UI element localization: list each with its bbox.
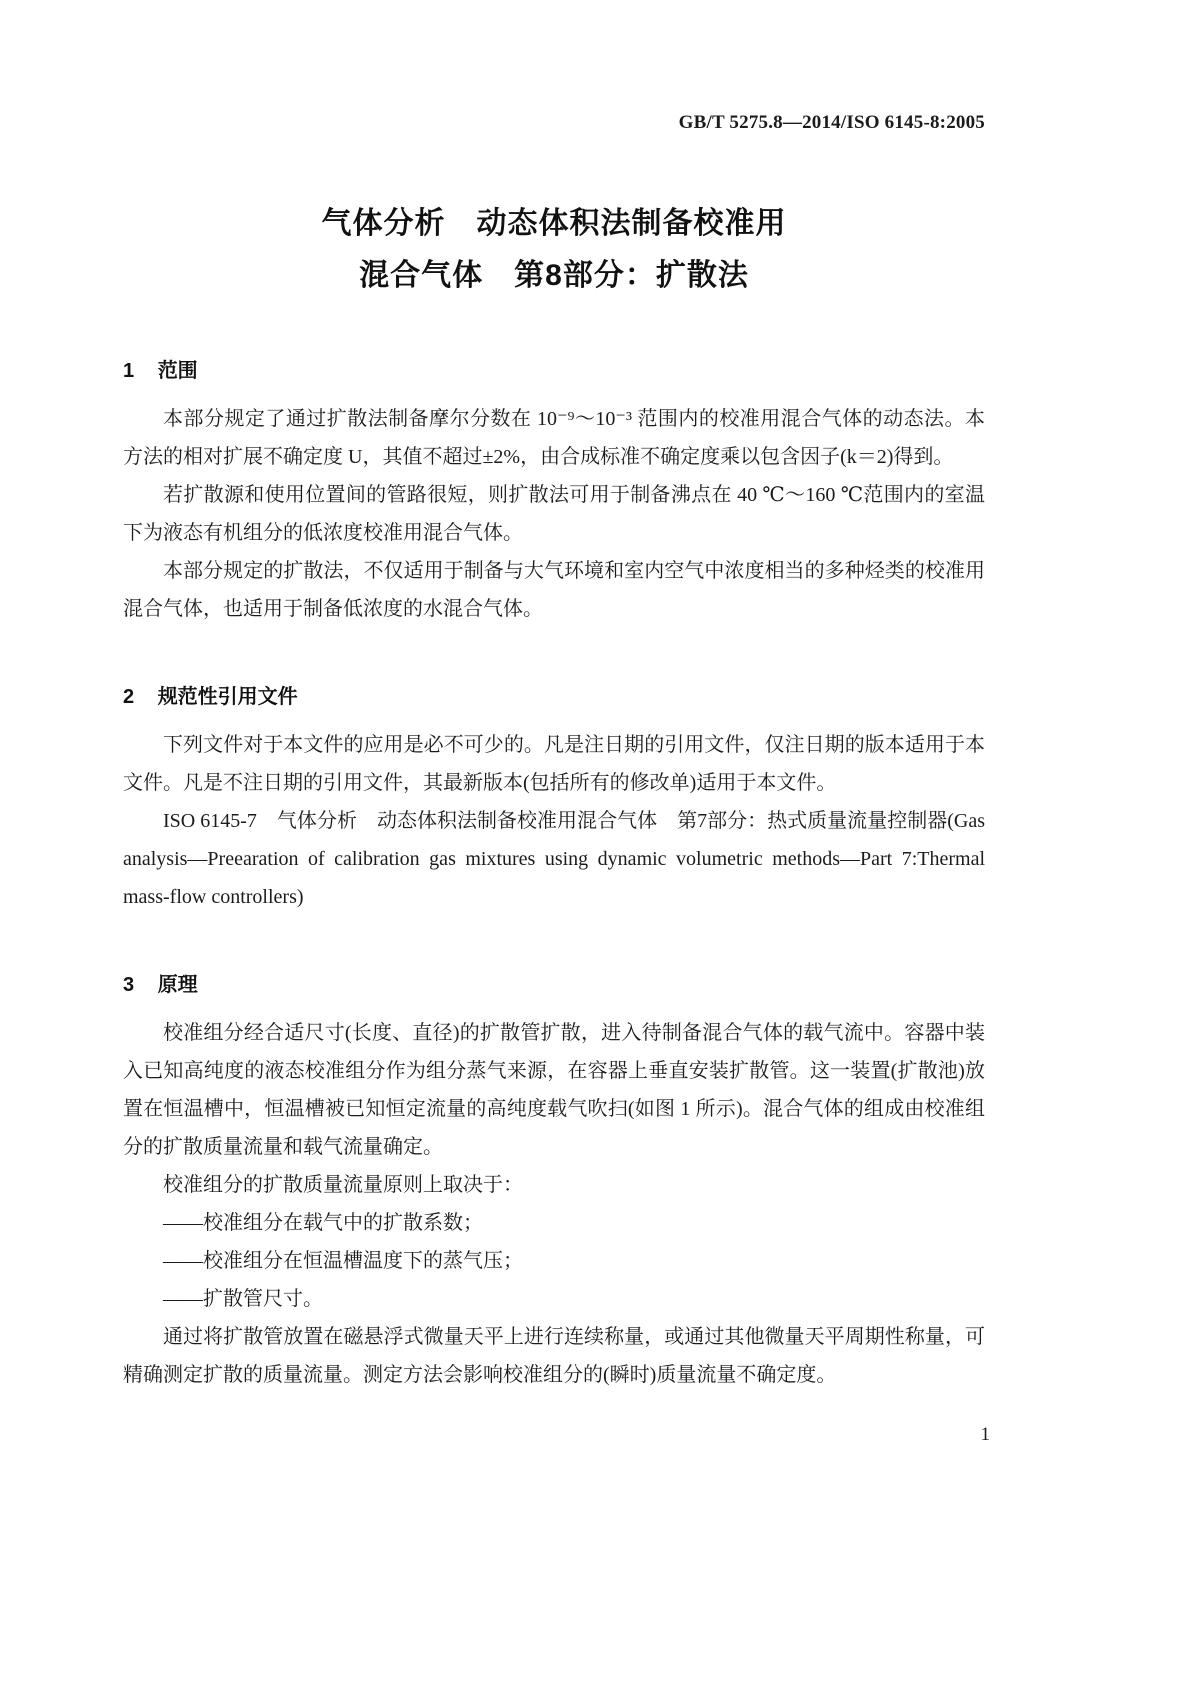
reference-entry: ISO 6145-7 气体分析 动态体积法制备校准用混合气体 第7部分：热式质量流量控制器(Gas analysis—Preearation of calibration gas mixtures using dynamic volumetric methods—Part 7:Thermal mass-flow controllers) bbox=[123, 810, 985, 908]
page-content bbox=[123, 0, 985, 1394]
paragraph: 下列文件对于本文件的应用是必不可少的。凡是注日期的引用文件，仅注日期的版本适用于本文件。凡是不注日期的引用文件，其最新版本(包括所有的修改单)适用于本文件。 bbox=[123, 734, 985, 794]
section-2-heading bbox=[123, 684, 985, 710]
paragraph: 本部分规定了通过扩散法制备摩尔分数在 10⁻⁹～10⁻³ 范围内的校准用混合气体的动态法。本方法的相对扩展不确定度 U，其值不超过±2%，由合成标准不确定度乘以包含因子(k＝2)得到。 bbox=[123, 408, 985, 468]
section-3-label: 原理 bbox=[157, 974, 198, 996]
section-1-number: 1 bbox=[123, 360, 135, 382]
list-item-dash: ——校准组分在恒温槽温度下的蒸气压； bbox=[163, 1250, 523, 1272]
paragraph: 校准组分经合适尺寸(长度、直径)的扩散管扩散，进入待制备混合气体的载气流中。容器中装入已知高纯度的液态校准组分作为组分蒸气来源，在容器上垂直安装扩散管。这一装置(扩散池)放置在恒温槽中，恒温槽被已知恒定流量的高纯度载气吹扫(如图 1 所示)。混合气体的组成由校准组分的扩散质量流量和载气流量确定。 bbox=[123, 1022, 985, 1158]
section-2-number: 2 bbox=[123, 686, 135, 708]
list-item-dash: ——校准组分在载气中的扩散系数； bbox=[163, 1212, 483, 1234]
list-item-dash: ——扩散管尺寸。 bbox=[163, 1288, 323, 1310]
section-3-heading bbox=[123, 972, 985, 998]
section-principle bbox=[123, 972, 985, 1394]
paragraph: 本部分规定的扩散法，不仅适用于制备与大气环境和室内空气中浓度相当的多种烃类的校准用混合气体，也适用于制备低浓度的水混合气体。 bbox=[123, 560, 985, 620]
standard-number: GB/T 5275.8—2014/ISO 6145-8:2005 bbox=[678, 112, 985, 133]
page-number: 1 bbox=[980, 1424, 990, 1445]
document-title bbox=[123, 198, 985, 302]
paragraph: 若扩散源和使用位置间的管路很短，则扩散法可用于制备沸点在 40 ℃～160 ℃范围内的室温下为液态有机组分的低浓度校准用混合气体。 bbox=[123, 484, 985, 544]
paragraph: 校准组分的扩散质量流量原则上取决于： bbox=[163, 1174, 523, 1196]
section-1-heading bbox=[123, 358, 985, 384]
section-scope bbox=[123, 358, 985, 628]
section-3-number: 3 bbox=[123, 974, 135, 996]
section-1-label: 范围 bbox=[157, 360, 198, 382]
title-line-2: 混合气体 第8部分：扩散法 bbox=[359, 259, 749, 292]
paragraph: 通过将扩散管放置在磁悬浮式微量天平上进行连续称量，或通过其他微量天平周期性称量，可精确测定扩散的质量流量。测定方法会影响校准组分的(瞬时)质量流量不确定度。 bbox=[123, 1326, 985, 1386]
section-normative-references bbox=[123, 684, 985, 916]
section-2-label: 规范性引用文件 bbox=[157, 686, 298, 708]
title-line-1: 气体分析 动态体积法制备校准用 bbox=[321, 207, 787, 240]
